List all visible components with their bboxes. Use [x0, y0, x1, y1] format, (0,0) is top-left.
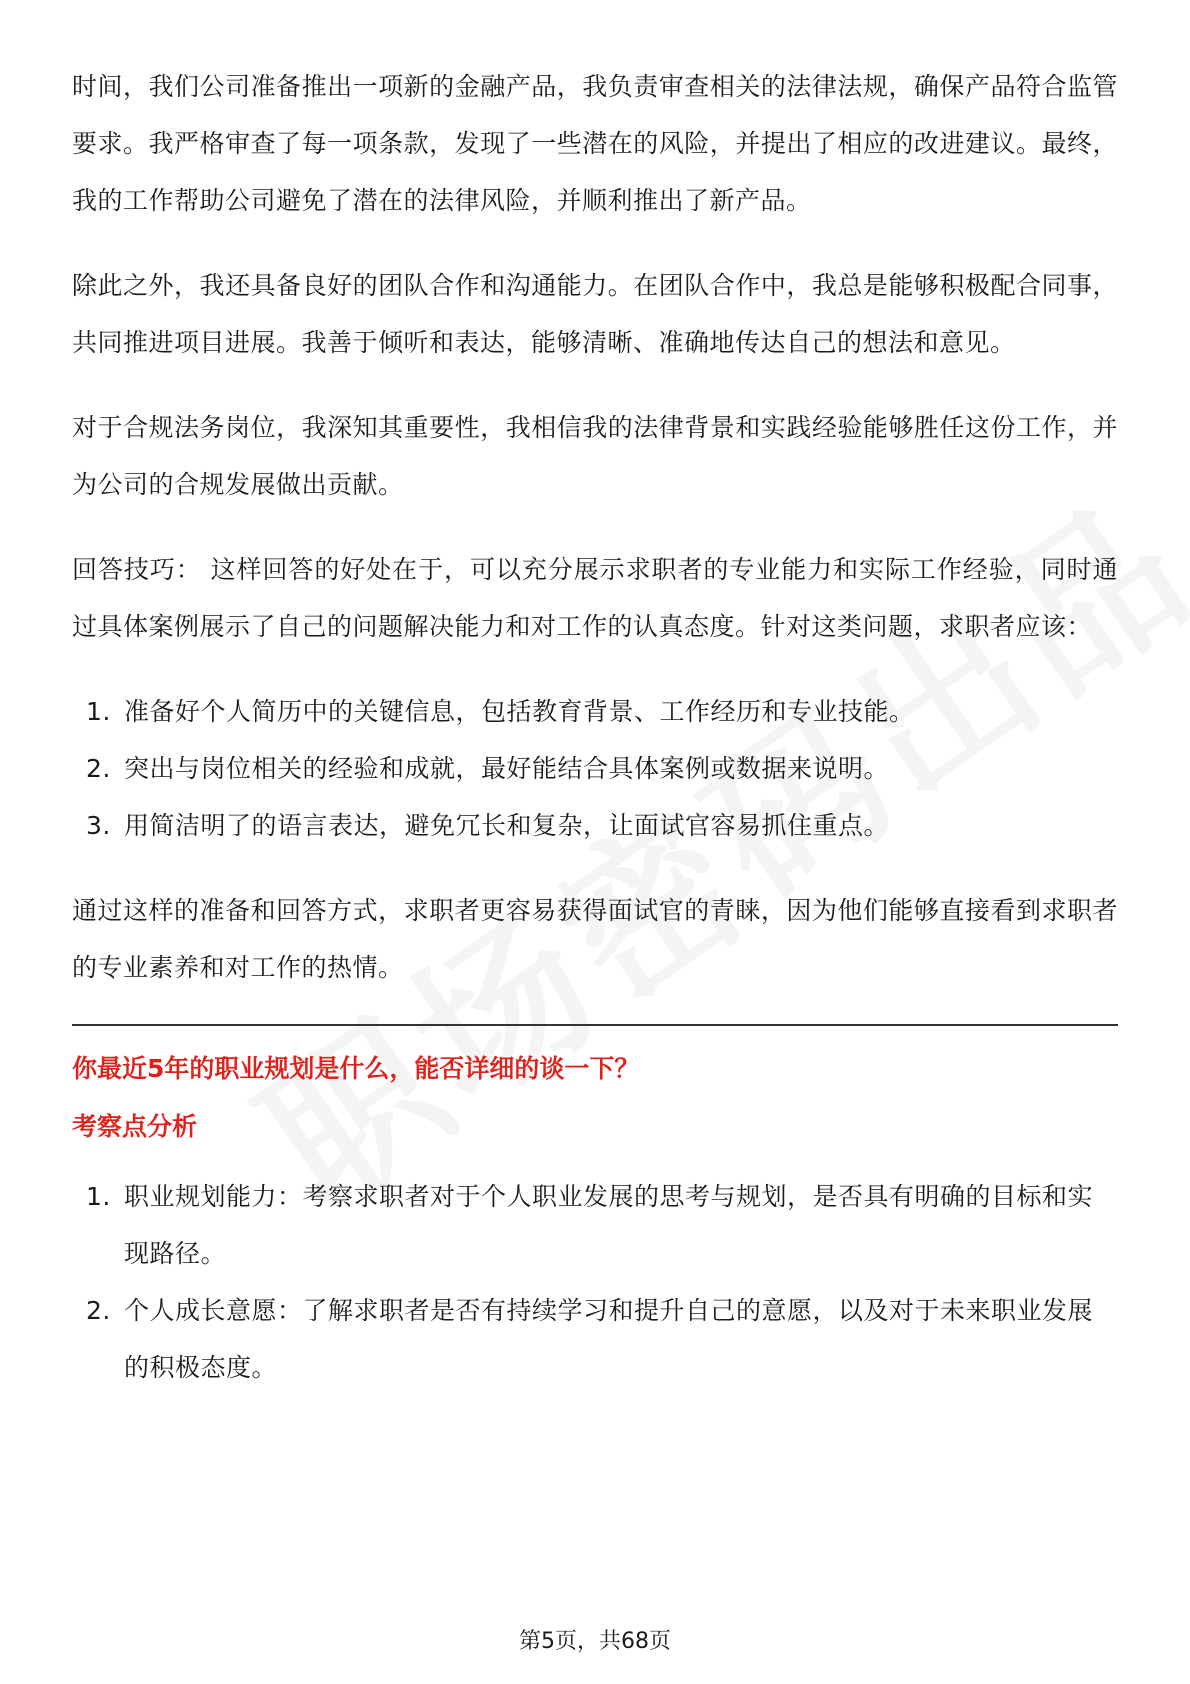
list-item-number: 1.	[86, 1182, 111, 1211]
list-item	[72, 683, 1118, 740]
paragraph-teamwork: 除此之外，我还具备良好的团队合作和沟通能力。在团队合作中，我总是能够积极配合同事，共同推进项目进展。我善于倾听和表达，能够清晰、准确地传达自己的想法和意见。	[72, 271, 1118, 357]
question-title: 你最近5年的职业规划是什么，能否详细的谈一下？	[72, 1054, 640, 1083]
analysis-section-title: 考察点分析	[72, 1112, 198, 1141]
paragraph-experience-case: 时间，我们公司准备推出一项新的金融产品，我负责审查相关的法律法规，确保产品符合监管要求。我严格审查了每一项条款，发现了一些潜在的风险，并提出了相应的改进建议。最终，我的工作帮助公司避免了潜在的法律风险，并顺利推出了新产品。	[72, 72, 1118, 215]
list-item-number: 1.	[86, 697, 111, 726]
list-item	[72, 1282, 1118, 1396]
list-item-text: 准备好个人简历中的关键信息，包括教育背景、工作经历和专业技能。	[124, 697, 915, 726]
page-content	[72, 58, 1118, 1424]
paragraph-compliance-role: 对于合规法务岗位，我深知其重要性，我相信我的法律背景和实践经验能够胜任这份工作，并为公司的合规发展做出贡献。	[72, 413, 1118, 499]
page-number-footer: 第5页，共68页	[519, 1629, 671, 1654]
paragraph-closing: 通过这样的准备和回答方式，求职者更容易获得面试官的青睐，因为他们能够直接看到求职者的专业素养和对工作的热情。	[72, 896, 1118, 982]
list-item	[72, 1168, 1118, 1282]
list-item-number: 3.	[86, 811, 111, 840]
list-item-text: 用简洁明了的语言表达，避免冗长和复杂，让面试官容易抓住重点。	[124, 811, 890, 840]
tips-list	[72, 683, 1118, 854]
section-divider	[72, 1024, 1118, 1026]
list-item	[72, 740, 1118, 797]
list-item-number: 2.	[86, 754, 111, 783]
paragraph-answer-tips: 回答技巧： 这样回答的好处在于，可以充分展示求职者的专业能力和实际工作经验，同时通过具体案例展示了自己的问题解决能力和对工作的认真态度。针对这类问题，求职者应该：	[72, 555, 1118, 641]
list-item-text: 职业规划能力：考察求职者对于个人职业发展的思考与规划，是否具有明确的目标和实现路径。	[124, 1182, 1094, 1268]
list-item-text: 个人成长意愿：了解求职者是否有持续学习和提升自己的意愿，以及对于未来职业发展的积极态度。	[124, 1296, 1094, 1382]
list-item	[72, 797, 1118, 854]
list-item-text: 突出与岗位相关的经验和成就，最好能结合具体案例或数据来说明。	[124, 754, 890, 783]
list-item-number: 2.	[86, 1296, 111, 1325]
analysis-points-list	[72, 1168, 1118, 1396]
